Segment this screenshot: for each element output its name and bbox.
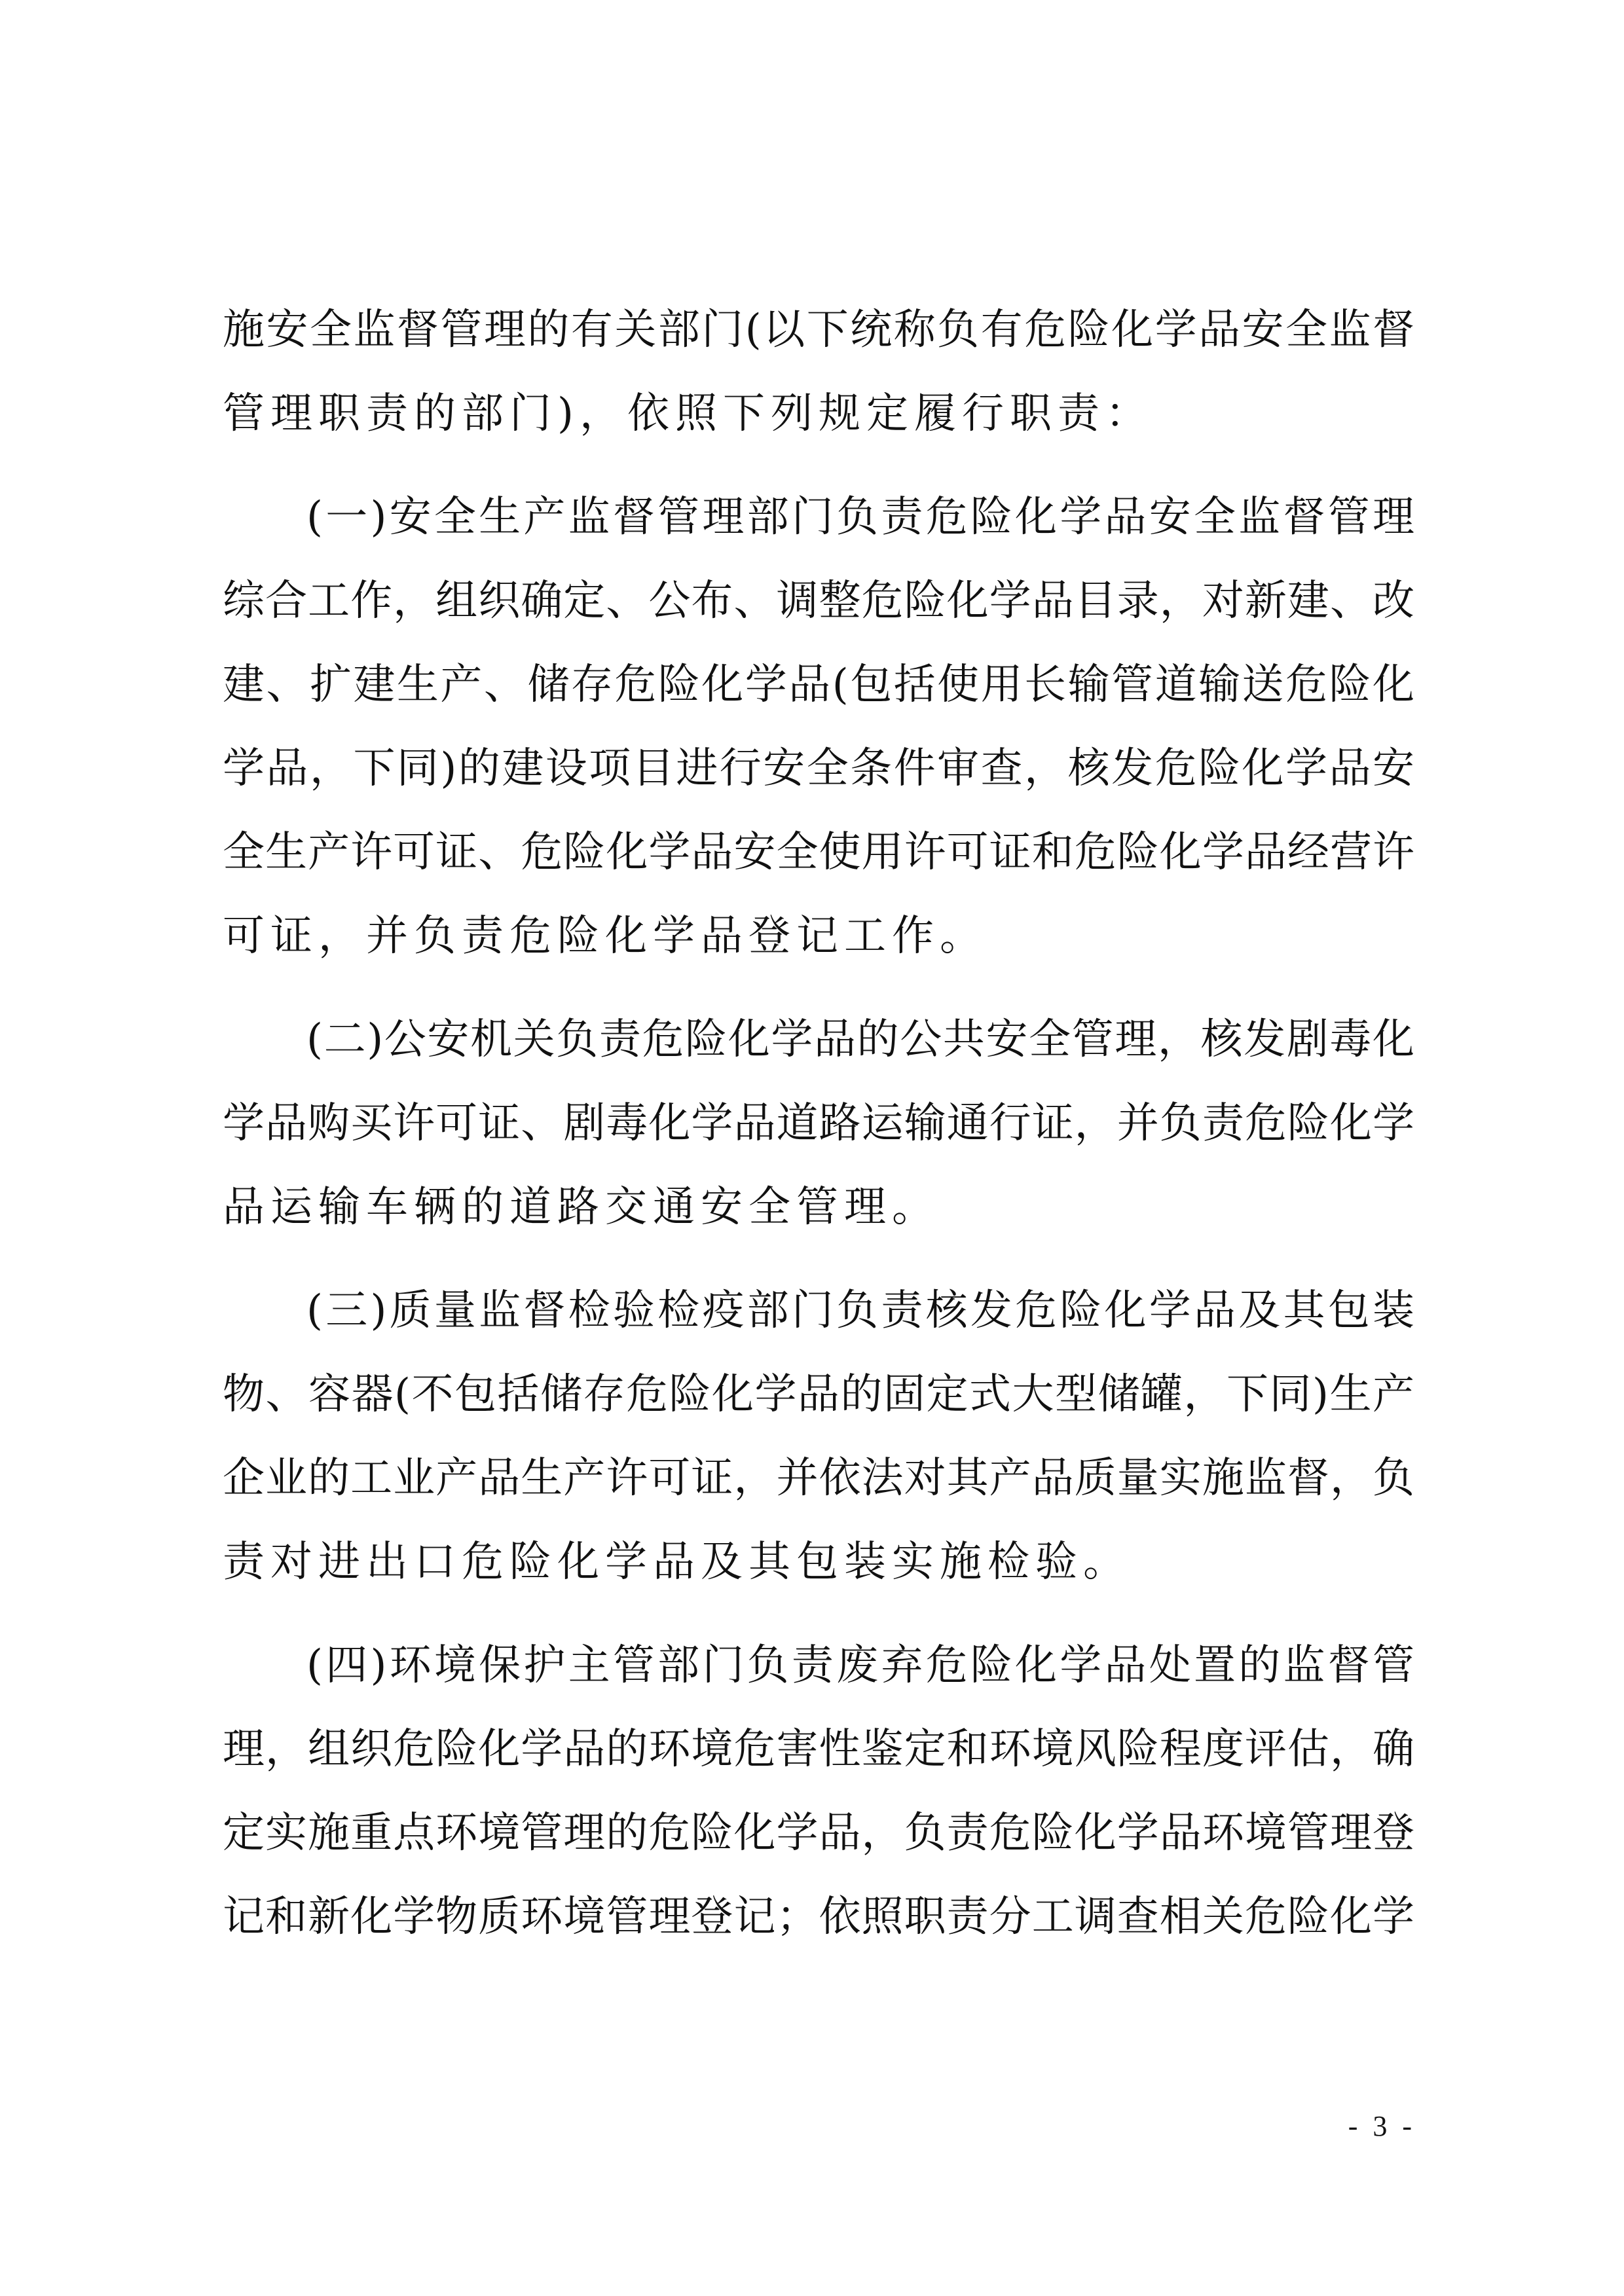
text-line: 全生产许可证、危险化学品安全使用许可证和危险化学品经营许 [223, 828, 1414, 877]
paragraph-intro [223, 288, 1414, 456]
text-line: 定实施重点环境管理的危险化学品，负责危险化学品环境管理登 [223, 1809, 1414, 1857]
page-number: - 3 - [1348, 2110, 1416, 2142]
text-line: 学品，下同)的建设项目进行安全条件审查，核发危险化学品安 [223, 744, 1414, 793]
text-line: (二)公安机关负责危险化学品的公共安全管理，核发剧毒化 [306, 1015, 1414, 1064]
paragraph-item-1 [223, 475, 1414, 978]
text-line: 可证，并负责危险化学品登记工作。 [223, 912, 987, 960]
text-line: 学品购买许可证、剧毒化学品道路运输通行证，并负责危险化学 [223, 1099, 1414, 1148]
text-line: 责对进出口危险化学品及其包装实施检验。 [223, 1538, 1131, 1586]
paragraph-item-2 [223, 998, 1414, 1249]
text-line: (四)环境保护主管部门负责废弃危险化学品处置的监督管 [306, 1641, 1414, 1690]
text-line: 施安全监督管理的有关部门(以下统称负有危险化学品安全监督 [223, 306, 1414, 354]
text-line: 企业的工业产品生产许可证，并依法对其产品质量实施监督，负 [223, 1454, 1414, 1503]
text-line: 物、容器(不包括储存危险化学品的固定式大型储罐，下同)生产 [223, 1370, 1414, 1419]
text-line: 理，组织危险化学品的环境危害性鉴定和环境风险程度评估，确 [223, 1725, 1414, 1774]
paragraph-item-4 [223, 1624, 1414, 1959]
text-line: 建、扩建生产、储存危险化学品(包括使用长输管道输送危险化 [223, 661, 1414, 709]
text-line: (三)质量监督检验检疫部门负责核发危险化学品及其包装 [306, 1286, 1414, 1335]
paragraph-item-3 [223, 1269, 1414, 1604]
document-body [223, 288, 1414, 1978]
text-line: 记和新化学物质环境管理登记；依照职责分工调查相关危险化学 [223, 1893, 1414, 1941]
text-line: 品运输车辆的道路交通安全管理。 [223, 1183, 940, 1231]
text-line: (一)安全生产监督管理部门负责危险化学品安全监督管理 [306, 493, 1414, 541]
text-line: 综合工作，组织确定、公布、调整危险化学品目录，对新建、改 [223, 577, 1414, 625]
text-line: 管理职责的部门)，依照下列规定履行职责： [223, 390, 1153, 438]
